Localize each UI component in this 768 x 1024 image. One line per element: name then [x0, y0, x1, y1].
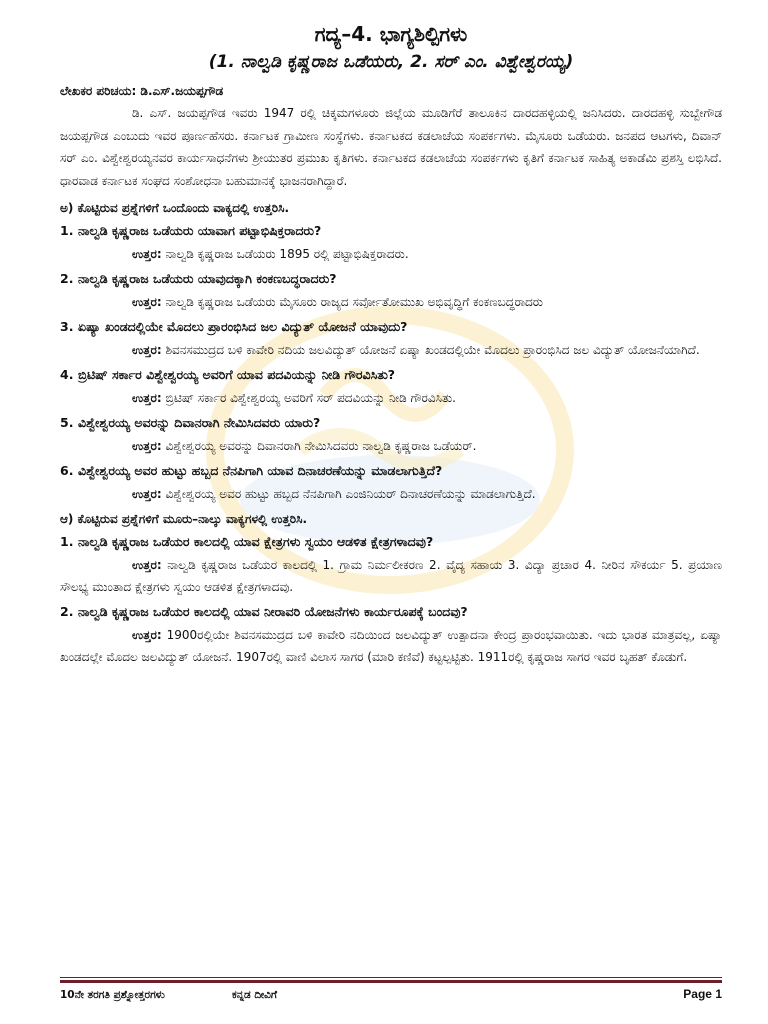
footer-rule-thin: [60, 977, 722, 978]
question-text: ನಾಲ್ವಡಿ ಕೃಷ್ಣರಾಜ ಒಡೆಯರು ಯಾವುದಕ್ಕಾಗಿ ಕಂಕಣಬದ್ಧರಾದರು?: [78, 271, 337, 286]
question: [60, 221, 722, 241]
lesson-subtitle: (1. ನಾಲ್ವಡಿ ಕೃಷ್ಣರಾಜ ಒಡೆಯರು, 2. ಸರ್ ಎಂ. ವಿಶ್ವೇಶ್ವರಯ್ಯ): [208, 52, 574, 72]
section-a-item: [60, 413, 722, 457]
answer-text: ನಾಲ್ವಡಿ ಕೃಷ್ಣರಾಜ ಒಡೆಯರ ಕಾಲದಲ್ಲಿ 1. ಗ್ರಾಮ ನಿರ್ಮಲೀಕರಣ 2. ವೈದ್ಯ ಸಹಾಯ 3. ವಿದ್ಯಾ ಪ್ರಚಾರ 4. ನೀರಿನ ಸೌಕರ್ಯ 5. ಪ್ರಯಾಣ ಸೌಲಭ್ಯ ಮುಂತಾದ ಕ್ಷೇತ್ರಗಳು ಸ್ವಯಂ ಆಡಳಿತ ಕ್ಷೇತ್ರಗಳಾದವು.: [60, 558, 722, 594]
answer-text: ವಿಶ್ವೇಶ್ವರಯ್ಯ ಅವರನ್ನು ದಿವಾನರಾಗಿ ನೇಮಿಸಿದವರು ನಾಲ್ವಡಿ ಕೃಷ್ಣರಾಜ ಒಡೆಯರ್.: [165, 439, 477, 453]
answer-text: ನಾಲ್ವಡಿ ಕೃಷ್ಣರಾಜ ಒಡೆಯರು 1895 ರಲ್ಲಿ ಪಟ್ಟಾಭಿಷಿಕ್ತರಾದರು.: [165, 247, 409, 261]
question: [60, 269, 722, 289]
footer-class-label: 10ನೇ ತರಗತಿ ಪ್ರಶ್ನೋತ್ತರಗಳು: [60, 989, 165, 1001]
question-text: ನಾಲ್ವಡಿ ಕೃಷ್ಣರಾಜ ಒಡೆಯರ ಕಾಲದಲ್ಲಿ ಯಾವ ಕ್ಷೇತ್ರಗಳು ಸ್ವಯಂ ಆಡಳಿತ ಕ್ಷೇತ್ರಗಳಾದವು?: [78, 534, 434, 549]
question-number: 5.: [60, 415, 74, 430]
question-number: 2.: [60, 271, 74, 286]
author-intro: ಡಿ. ಎಸ್. ಜಯಪ್ಪಗೌಡ ಇವರು 1947 ರಲ್ಲಿ ಚಿಕ್ಕಮಗಳೂರು ಜಿಲ್ಲೆಯ ಮೂಡಿಗೆರೆ ತಾಲೂಕಿನ ದಾರದಹಳ್ಳಿಯಲ್ಲಿ ಜನಿಸಿದರು. ದಾರದಹಳ್ಳಿ ಸುಬ್ಬೇಗೌಡ ಜಯಪ್ಪಗೌಡ ಎಂಬುದು ಇವರ ಪೂರ್ಣಹೆಸರು. ಕರ್ನಾಟಕ ಗ್ರಾಮೀಣ ಸಂಸ್ಥೆಗಳು. ಕರ್ನಾಟಕದ ಕಡಲಾಚೆಯ ಸಂಪರ್ಕಗಳು. ಮೈಸೂರು ಒಡೆಯರು. ಜನಪದ ಆಟಗಳು, ದಿವಾನ್ ಸರ್ ಎಂ. ವಿಶ್ವೇಶ್ವರಯ್ಯನವರ ಕಾರ್ಯಸಾಧನೆಗಳು ಶ್ರೀಯುತರ ಪ್ರಮುಖ ಕೃತಿಗಳು. ಕರ್ನಾಟಕದ ಕಡಲಾಚೆಯ ಸಂಪರ್ಕಗಳು ಕೃತಿಗೆ ಕರ್ನಾಟಕ ಸಾಹಿತ್ಯ ಅಕಾಡೆಮಿ ಪ್ರಶಸ್ತಿ ಲಭಿಸಿದೆ. ಧಾರವಾಡ ಕರ್ನಾಟಕ ಸಂಘದ ಸಂಶೋಧನಾ ಬಹುಮಾನಕ್ಕೆ ಭಾಜನರಾಗಿದ್ದಾರೆ.: [60, 106, 722, 188]
question: [60, 413, 722, 433]
section-a-item: [60, 461, 722, 505]
answer-label: ಉತ್ತರ:: [132, 439, 162, 453]
question: [60, 602, 722, 622]
section-a-item: [60, 269, 722, 313]
answer-text: ಶಿವನಸಮುದ್ರದ ಬಳಿ ಕಾವೇರಿ ನದಿಯ ಜಲವಿದ್ಯುತ್ ಯೋಜನೆ ಏಷ್ಯಾ ಖಂಡದಲ್ಲಿಯೇ ಮೊದಲು ಪ್ರಾರಂಭಿಸಿದ ಜಲ ವಿದ್ಯುತ್ ಯೋಜನೆಯಾಗಿದೆ.: [165, 343, 700, 357]
answer-label: ಉತ್ತರ:: [132, 343, 162, 357]
answer-label: ಉತ್ತರ:: [132, 295, 162, 309]
answer-label: ಉತ್ತರ:: [132, 247, 162, 261]
section-a-item: [60, 221, 722, 265]
answer: [60, 483, 722, 505]
answer-label: ಉತ್ತರ:: [132, 628, 162, 642]
section-a-item: [60, 317, 722, 361]
page-content: [60, 20, 722, 672]
answer: [60, 339, 722, 361]
answer-label: ಉತ್ತರ:: [132, 558, 162, 572]
question-text: ನಾಲ್ವಡಿ ಕೃಷ್ಣರಾಜ ಒಡೆಯರ ಕಾಲದಲ್ಲಿ ಯಾವ ನೀರಾವರಿ ಯೋಜನೆಗಳು ಕಾರ್ಯರೂಪಕ್ಕೆ ಬಂದವು?: [78, 604, 468, 619]
question-text: ಏಷ್ಯಾ ಖಂಡದಲ್ಲಿಯೇ ಮೊದಲು ಪ್ರಾರಂಭಿಸಿದ ಜಲ ವಿದ್ಯುತ್ ಯೋಜನೆ ಯಾವುದು?: [78, 319, 408, 334]
footer-brand-label: ಕನ್ನಡ ದೀವಿಗೆ: [232, 989, 278, 1001]
question-number: 1.: [60, 223, 74, 238]
question-number: 6.: [60, 463, 74, 478]
answer-label: ಉತ್ತರ:: [132, 487, 162, 501]
question-number: 1.: [60, 534, 74, 549]
section-a-heading: ಅ) ಕೊಟ್ಟಿರುವ ಪ್ರಶ್ನೆಗಳಿಗೆ ಒಂದೊಂದು ವಾಕ್ಯದಲ್ಲಿ ಉತ್ತರಿಸಿ.: [60, 201, 290, 215]
answer: [60, 624, 722, 668]
answer: [60, 435, 722, 457]
answer-label: ಉತ್ತರ:: [132, 391, 162, 405]
page-number: Page 1: [683, 987, 722, 1001]
page-footer: [60, 980, 722, 1001]
section-b-item: [60, 532, 722, 598]
answer-text: ಬ್ರಿಟಿಷ್ ಸರ್ಕಾರ ವಿಶ್ವೇಶ್ವರಯ್ಯ ಅವರಿಗೆ ಸರ್ ಪದವಿಯನ್ನು ನೀಡಿ ಗೌರವಿಸಿತು.: [165, 391, 456, 405]
question-text: ವಿಶ್ವೇಶ್ವರಯ್ಯ ಅವರನ್ನು ದಿವಾನರಾಗಿ ನೇಮಿಸಿದವರು ಯಾರು?: [78, 415, 321, 430]
question-text: ವಿಶ್ವೇಶ್ವರಯ್ಯ ಅವರ ಹುಟ್ಟು ಹಬ್ಬದ ನೆನಪಿಗಾಗಿ ಯಾವ ದಿನಾಚರಣೆಯನ್ನು ಮಾಡಲಾಗುತ್ತಿದೆ?: [78, 463, 443, 478]
answer-text: ನಾಲ್ವಡಿ ಕೃಷ್ಣರಾಜ ಒಡೆಯರು ಮೈಸೂರು ರಾಜ್ಯದ ಸರ್ವೋತೋಮುಖ ಅಭಿವೃದ್ಧಿಗೆ ಕಂಕಣಬದ್ಧರಾದರು: [165, 295, 543, 309]
author-line: ಲೇಖಕರ ಪರಿಚಯ: ಡಿ.ಎಸ್.ಜಯಪ್ಪಗೌಡ: [60, 84, 224, 98]
question: [60, 317, 722, 337]
answer: [60, 554, 722, 598]
question-number: 2.: [60, 604, 74, 619]
answer: [60, 291, 722, 313]
question-text: ನಾಲ್ವಡಿ ಕೃಷ್ಣರಾಜ ಒಡೆಯರು ಯಾವಾಗ ಪಟ್ಟಾಭಿಷಿಕ್ತರಾದರು?: [78, 223, 322, 238]
section-a-item: [60, 365, 722, 409]
question-text: ಬ್ರಿಟಿಷ್ ಸರ್ಕಾರ ವಿಶ್ವೇಶ್ವರಯ್ಯ ಅವರಿಗೆ ಯಾವ ಪದವಿಯನ್ನು ನೀಡಿ ಗೌರವಿಸಿತು?: [78, 367, 396, 382]
question: [60, 365, 722, 385]
section-b-item: [60, 602, 722, 668]
answer-text: 1900ರಲ್ಲಿಯೇ ಶಿವನಸಮುದ್ರದ ಬಳಿ ಕಾವೇರಿ ನದಿಯಿಂದ ಜಲವಿದ್ಯುತ್ ಉತ್ಪಾದನಾ ಕೇಂದ್ರ ಪ್ರಾರಂಭವಾಯಿತು. ಇದು ಭಾರತ ಮಾತ್ರವಲ್ಲ, ಏಷ್ಯಾ ಖಂಡದಲ್ಲೇ ಮೊದಲ ಜಲವಿದ್ಯುತ್ ಯೋಜನೆ. 1907ರಲ್ಲಿ ವಾಣಿ ವಿಲಾಸ ಸಾಗರ (ಮಾರಿ ಕಣಿವೆ) ಕಟ್ಟಲ್ಪಟ್ಟಿತು. 1911ರಲ್ಲಿ ಕೃಷ್ಣರಾಜ ಸಾಗರ ಇವರ ಬೃಹತ್ ಕೊಡುಗೆ.: [60, 628, 722, 664]
answer-text: ವಿಶ್ವೇಶ್ವರಯ್ಯ ಅವರ ಹುಟ್ಟು ಹಬ್ಬದ ನೆನಪಿಗಾಗಿ ಎಂಜಿನಿಯರ್ ದಿನಾಚರಣೆಯನ್ನು ಮಾಡಲಾಗುತ್ತಿದೆ.: [165, 487, 536, 501]
answer: [60, 387, 722, 409]
lesson-title: ಗದ್ಯ–4. ಭಾಗ್ಯಶಿಲ್ಪಿಗಳು: [314, 22, 468, 46]
section-b-heading: ಆ) ಕೊಟ್ಟಿರುವ ಪ್ರಶ್ನೆಗಳಿಗೆ ಮೂರು–ನಾಲ್ಕು ವಾಕ್ಯಗಳಲ್ಲಿ ಉತ್ತರಿಸಿ.: [60, 512, 308, 526]
answer: [60, 243, 722, 265]
question-number: 4.: [60, 367, 74, 382]
question-number: 3.: [60, 319, 74, 334]
question: [60, 532, 722, 552]
question: [60, 461, 722, 481]
